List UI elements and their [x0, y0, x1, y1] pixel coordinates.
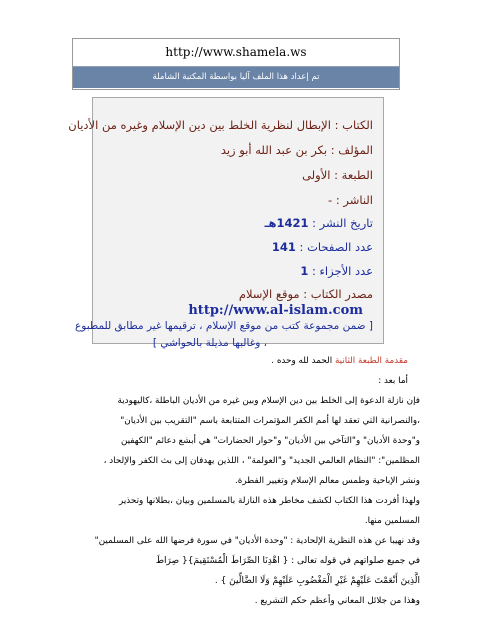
- paragraph-line: ولهذا أفردت هذا الكتاب لكشف مخاطر هذه النازلة بالمسلمين وبيان ،بطلانها وتحذير: [118, 496, 420, 506]
- edition-value: الأولى: [302, 168, 331, 182]
- paragraph-line: ونشر الإباحية وطمس معالم الإسلام وتغيير الفطرة.: [235, 476, 420, 486]
- paragraph-line: الَّذِينَ أَنْعَمْتَ عَلَيْهِمْ غَيْرِ الْمَغْضُوبِ عَلَيْهِمْ وَلَا الضَّالِّينَ } .: [214, 576, 420, 586]
- author-line: [221, 143, 373, 157]
- paragraph-line: ،والنصرانية التي تعقد لها أمم الكفر المؤتمرات المتتابعة باسم "التقريب بين الأديان": [120, 416, 420, 426]
- source-label: مصدر الكتاب :: [303, 287, 373, 301]
- publish-date-line: [265, 216, 373, 230]
- paragraph-line: في جميع صلواتهم في قوله تعالى : { اهْدِنَا الصِّرَاطَ الْمُسْتَقِيمَ}{ صِرَاطَ: [155, 556, 420, 566]
- banner-url[interactable]: http://www.shamela.ws: [165, 45, 307, 59]
- source-value: موقع الإسلام: [238, 287, 300, 301]
- intro-line: [271, 356, 408, 366]
- edition-line: [302, 168, 373, 182]
- book-title-value: الإبطال لنظرية الخلط بين دين الإسلام وغيره من الأديان: [68, 118, 331, 132]
- book-title-line: [68, 118, 373, 132]
- book-info-box: [68, 97, 384, 349]
- pages-label: عدد الصفحات :: [299, 240, 373, 254]
- collection-note-line-2: ، وغالبها مذيلة بالحواشي ]: [152, 337, 267, 349]
- paragraph-line: فإن نازلة الدعوة إلى الخلط بين دين الإسلام وبين غيره من الأديان الباطلة ،كاليهودية: [117, 396, 420, 406]
- parts-value: 1: [300, 264, 309, 278]
- paragraph-line: وقد نهيبا عن هذه النظرية الإلحادية : "وحدة الأديان" في سورة فرضها الله على المسلمين": [94, 536, 420, 546]
- paragraph-line: المسلمين منها.: [364, 516, 420, 526]
- publisher-label: الناشر :: [335, 193, 373, 207]
- pages-line: [272, 240, 373, 254]
- publish-date-label: تاريخ النشر :: [312, 216, 373, 230]
- paragraph-line: أما بعد :: [378, 376, 408, 386]
- paragraph-line: المظلمين": "النظام العالمي الجديد" و"العولمة" ، اللذين يهدفان إلى بث الكفر والإلحاد ،: [103, 456, 420, 466]
- source-banner: [72, 38, 400, 90]
- pages-value: 141: [271, 240, 296, 254]
- source-url-link[interactable]: http://www.al-islam.com: [188, 303, 363, 318]
- parts-label: عدد الأجزاء :: [311, 264, 373, 278]
- parts-line: [300, 264, 373, 278]
- intro-heading: مقدمة الطبعة الثانية: [334, 356, 408, 366]
- author-label: المؤلف :: [330, 143, 373, 157]
- publish-date-value: 1421هـ: [264, 216, 309, 230]
- author-value: بكر بن عبد الله أبو زيد: [220, 143, 328, 157]
- paragraph-line: و"وحدة الأديان" و"التآخي بين الأديان" و"حوار الحضارات" هي أبشع دعائم "الكهفين: [120, 436, 420, 446]
- publisher-line: [328, 193, 373, 207]
- banner-subtitle: تم إعداد هذا الملف آليا بواسطة المكتبة الشاملة: [73, 66, 399, 88]
- paragraph-line: وهذا من جلائل المعاني وأعظم حكم التشريع .: [254, 596, 420, 606]
- collection-note-line-1: [ ضمن مجموعة كتب من موقع الإسلام ، ترقيمها غير مطابق للمطبوع: [75, 320, 373, 332]
- book-title-label: الكتاب :: [334, 118, 373, 132]
- publisher-value: -: [328, 193, 333, 207]
- edition-label: الطبعة :: [334, 168, 373, 182]
- intro-text: الحمد لله وحده .: [271, 356, 333, 366]
- source-line: [239, 287, 373, 301]
